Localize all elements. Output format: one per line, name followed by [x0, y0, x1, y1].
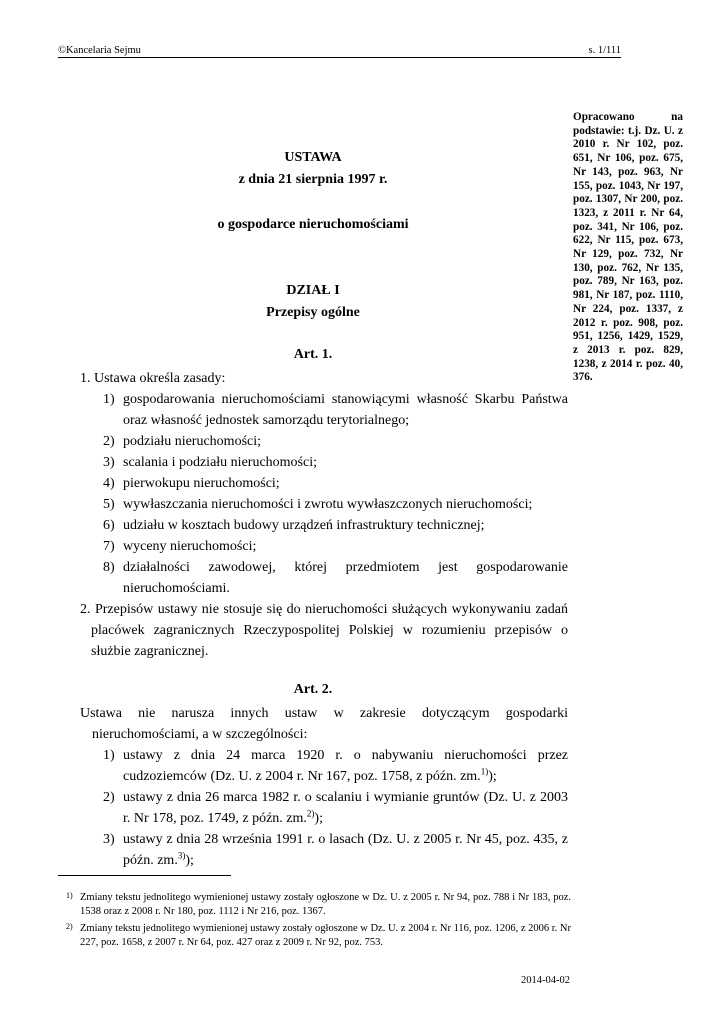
act-date: z dnia 21 sierpnia 1997 r. — [238, 172, 388, 187]
item-number: 8) — [103, 560, 115, 575]
art2-heading: Art. 2. — [293, 682, 333, 697]
item-tail: ); — [488, 769, 497, 784]
item-text: działalności zawodowej, której przedmiotem jest gospodarowanie nieruchomościami. — [123, 560, 568, 596]
footnote — [66, 922, 571, 952]
item-number: 3) — [103, 832, 115, 847]
item-number: 6) — [103, 518, 115, 533]
item-text: udziału w kosztach budowy urządzeń infrastruktury technicznej; — [123, 518, 485, 533]
item-text: gospodarowania nieruchomościami stanowiącymi własność Skarbu Państwa oraz własność jednostek samorządu terytorialnego; — [123, 392, 568, 428]
item-number: 4) — [103, 476, 115, 491]
item-number: 2) — [103, 790, 115, 805]
footnote-text: Zmiany tekstu jednolitego wymienionej ustawy zostały ogłoszone w Dz. U. z 2004 r. Nr 116, poz. 1206, z 2006 r. Nr 227, poz. 1658, z 2007 r. Nr 64, poz. 427 oraz z 2009 r. Nr 92, poz. 753. — [80, 923, 571, 948]
footnote-number: 1) — [66, 891, 73, 900]
art1-paragraph1: 1. Ustawa określa zasady: — [80, 371, 226, 386]
header-source: ©Kancelaria Sejmu — [58, 45, 141, 56]
page-number: s. 1/111 — [588, 45, 621, 56]
item-number: 5) — [103, 497, 115, 512]
division-name: DZIAŁ I — [286, 283, 340, 298]
item-text: scalania i podziału nieruchomości; — [123, 455, 317, 470]
item-text: pierwokupu nieruchomości; — [123, 476, 280, 491]
item-text: wyceny nieruchomości; — [123, 539, 257, 554]
footnote-ref: 1) — [480, 766, 489, 777]
item-text: wywłaszczania nieruchomości i zwrotu wywłaszczonych nieruchomości; — [123, 497, 533, 512]
art2-intro — [80, 703, 568, 745]
footnote-text: Zmiany tekstu jednolitego wymienionej ustawy zostały ogłoszone w Dz. U. z 2005 r. Nr 94, poz. 788 i Nr 183, poz. 1538 oraz z 2008 r. Nr 180, poz. 1112 i Nr 216, poz. 1367. — [80, 892, 571, 917]
footnote — [66, 891, 571, 921]
document-date: 2014-04-02 — [521, 975, 570, 986]
art2-intro-text: Ustawa nie narusza innych ustaw w zakresie dotyczącym gospodarki nieruchomościami, a w szczególności: — [80, 706, 568, 742]
item-number: 7) — [103, 539, 115, 554]
art1-heading: Art. 1. — [293, 347, 333, 362]
art1-paragraph2-text: 2. Przepisów ustawy nie stosuje się do nieruchomości służących wykonywaniu zadań placówek zagranicznych Rzeczypospolitej Polskiej w rozumieniu przepisów o służbie zagranicznej. — [80, 602, 568, 659]
item-tail: ); — [314, 811, 323, 826]
footnote-ref: 3) — [177, 850, 186, 861]
item-number: 1) — [103, 392, 115, 407]
item-text — [123, 787, 568, 829]
division-subtitle: Przepisy ogólne — [266, 305, 360, 320]
item-number: 2) — [103, 434, 115, 449]
item-number: 3) — [103, 455, 115, 470]
item-text — [123, 745, 568, 787]
footnote-divider — [58, 875, 231, 876]
item-body: ustawy z dnia 24 marca 1920 r. o nabywaniu nieruchomości przez cudzoziemców (Dz. U. z 2004 r. Nr 167, poz. 1758, z późn. zm. — [123, 748, 568, 784]
act-subject: o gospodarce nieruchomościami — [217, 217, 409, 232]
source-note: Opracowano na podstawie: t.j. Dz. U. z 2010 r. Nr 102, poz. 651, Nr 106, poz. 675, Nr 143, poz. 963, Nr 155, poz. 1043, Nr 197, poz. 1307, Nr 200, poz. 1323, z 2011 r. Nr 64, poz. 341, Nr 106, poz. 622, Nr 115, poz. 673, Nr 129, poz. 732, Nr 130, poz. 762, Nr 135, poz. 789, Nr 163, poz. 981, Nr 187, poz. 1110, Nr 224, poz. 1337, z 2012 r. poz. 908, poz. 951, 1256, 1429, 1529, z 2013 r. poz. 829, 1238, z 2014 r. poz. 40, 376. — [573, 111, 683, 384]
art1-paragraph2 — [80, 599, 568, 662]
header-divider — [58, 57, 621, 58]
item-body: ustawy z dnia 28 września 1991 r. o lasach (Dz. U. z 2005 r. Nr 45, poz. 435, z późn. zm. — [123, 832, 568, 868]
footnote-number: 2) — [66, 922, 73, 931]
footnote-ref: 2) — [306, 808, 315, 819]
item-body: ustawy z dnia 26 marca 1982 r. o scalaniu i wymianie gruntów (Dz. U. z 2003 r. Nr 178, poz. 1749, z późn. zm. — [123, 790, 568, 826]
item-text: podziału nieruchomości; — [123, 434, 262, 449]
item-text — [123, 829, 568, 871]
act-type: USTAWA — [284, 150, 342, 165]
item-number: 1) — [103, 748, 115, 763]
item-tail: ); — [185, 853, 194, 868]
